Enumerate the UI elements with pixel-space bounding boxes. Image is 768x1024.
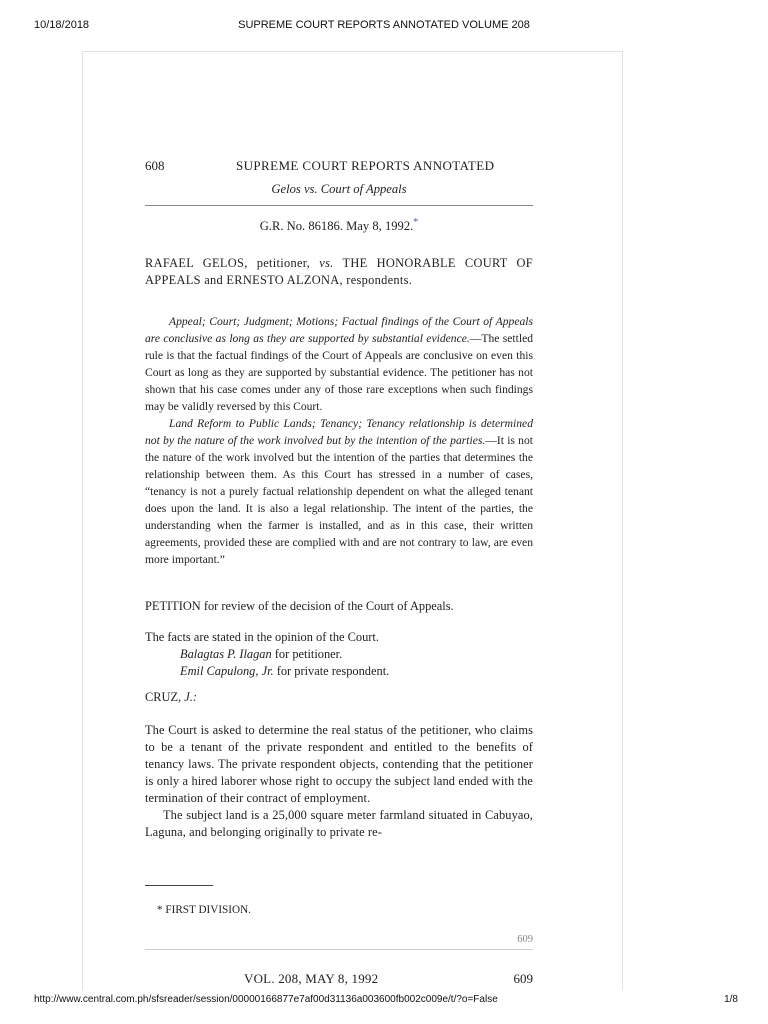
respondents-name: THE HONORABLE COURT OF APPEALS and ERNESTO ALZONA: [145, 256, 533, 287]
footnote: * FIRST DIVISION.: [157, 904, 251, 916]
ponente: [145, 689, 197, 706]
syllabus-text: —It is not the nature of the work involved but the intention of the parties that determines the relationship between them. As this Court has stressed in a number of cases, “tenancy is not a purely factual relationship dependent on what the alleged tenant does upon the land. It is also a legal relationship. The intent of the parties, the understanding when the farmer is installed, and as in this case, their written agreements, provided these are complied with and are not contrary to law, are even more important.”: [145, 434, 533, 566]
petition-line: PETITION for review of the decision of the Court of Appeals.: [145, 599, 454, 613]
print-footer: [0, 990, 768, 1024]
counsel-line: [145, 663, 533, 680]
header-rule: [145, 205, 533, 206]
counsel-name: Emil Capulong, Jr.: [180, 664, 274, 678]
next-page-volume: VOL. 208, MAY 8, 1992: [244, 971, 379, 986]
page-break-rule: [145, 949, 533, 950]
gr-number: [145, 214, 533, 235]
opinion-body: [145, 722, 533, 841]
petitioner-name: RAFAEL GELOS: [145, 256, 245, 270]
syllabus-headnote: Land Reform to Public Lands; Tenancy; Tenancy relationship is determined not by the nature of the work involved but by the intention of the parties.: [145, 417, 533, 447]
body-paragraph: The subject land is a 25,000 square meter farmland situated in Cabuyao, Laguna, and belonging originally to private re-: [145, 808, 533, 839]
versus: vs.: [319, 256, 334, 270]
footnote-link[interactable]: *: [413, 217, 419, 228]
facts-line: The facts are stated in the opinion of the Court.: [145, 630, 379, 644]
running-head: [145, 157, 533, 177]
print-url: http://www.central.com.ph/sfsreader/session/00000166877e7af00d31136a003600fb002c009e/t/?o=False: [34, 994, 498, 1005]
counsel-name: Balagtas P. Ilagan: [180, 647, 272, 661]
counsel-for: for private respondent.: [273, 664, 390, 678]
print-date: 10/18/2018: [34, 19, 90, 31]
syllabus-headnote: Appeal; Court; Judgment; Motions; Factual findings of the Court of Appeals are conclusive as long as they are supported by substantial evidence.: [145, 315, 533, 345]
counsel-line: [145, 646, 533, 663]
body-paragraph: The Court is asked to determine the real status of the petitioner, who claims to be a tenant of the private respondent and entitled to the benefits of tenancy laws. The private respondent objects, contending that the petitioner is only a hired laborer whose right to occupy the subject land ended with the termination of their contract of employment.: [145, 723, 533, 805]
facts-block: [145, 629, 533, 680]
syllabus-paragraph: [145, 415, 533, 568]
parties: [145, 255, 533, 289]
print-page-count: 1/8: [724, 994, 738, 1005]
case-title: Gelos vs. Court of Appeals: [271, 182, 407, 196]
syllabus-paragraph: [145, 313, 533, 415]
ponente-name: CRUZ,: [145, 690, 182, 704]
next-page-head: [145, 970, 533, 990]
next-page-number: 609: [513, 971, 533, 986]
gr-number-text: G.R. No. 86186. May 8, 1992.: [259, 219, 414, 234]
print-title: SUPREME COURT REPORTS ANNOTATED VOLUME 208: [238, 19, 530, 31]
ponente-suffix: J.:: [181, 690, 197, 704]
petitioner-role: , petitioner,: [244, 256, 320, 270]
footnote-rule: [145, 885, 213, 886]
syllabus-text: —The settled rule is that the factual findings of the Court of Appeals are conclusive on even this Court as long as they are supported by substantial evidence. The petitioner has not shown that his case comes under any of those rare exceptions when such findings may be validly reversed by this Court.: [145, 332, 534, 413]
document-content: [145, 0, 533, 990]
folio: 609: [517, 934, 533, 945]
running-title: SUPREME COURT REPORTS ANNOTATED: [236, 158, 495, 173]
syllabus: [145, 313, 533, 568]
counsel-for: for petitioner.: [271, 647, 343, 661]
respondents-role: , respondents.: [339, 273, 413, 287]
page-number: 608: [145, 158, 165, 173]
